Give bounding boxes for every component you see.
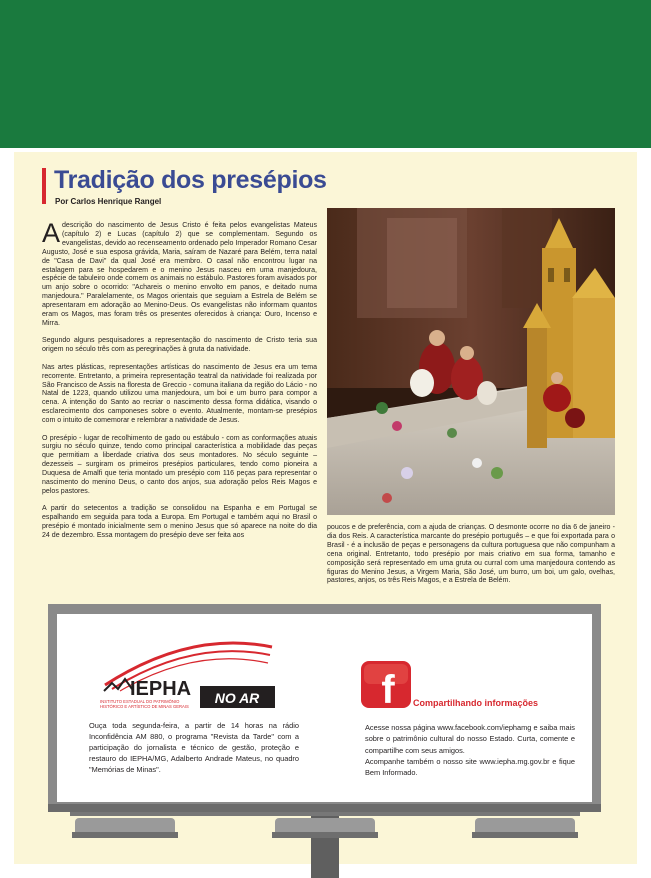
facebook-heading: Compartilhando informações (413, 698, 539, 708)
billboard-bottom-edge (48, 804, 601, 812)
article-paragraph: O presépio - lugar de recolhimento de gado ou estábulo - com as conformações atuais surgiu no século quinze, tendo como principal característica a mobilidade das peças que permitiam a liberdade criativa dos seus montadores. No século seguinte – dezesseis – surgiram os primeiros presépios particulares, tendo como pioneira a Duquesa de Amalfi que teria montado um presépio com 116 peças para representar o nascimento do menino Deus, o canto dos anjos, sua adoração pelos Reis Magos e pelos pastores. (42, 434, 317, 495)
logo-subtitle-2: HISTÓRICO E ARTÍSTICO DE MINAS GERAIS (100, 704, 189, 709)
article-column-right (327, 524, 615, 595)
lead-text: descrição do nascimento de Jesus Cristo é feita pelos evangelistas Mateus (capítulo 2) e Lucas (capítulo 2) que se complementam. Segundo os evangelistas, devido ao recenseamento ordenado pelo Imperador Romano Cesar Augusto, José e sua esposa grávida, Maria, saíram de Nazaré para Belém, terra natal de "Casa de Davi" da qual José era membro. O casal não encontrou lugar na estalagem para se hospedarem e o menino Jesus nasceu em uma manjedoura, espécie de tabuleiro onde comem os animais no estábulo. Pastores foram avisados por um anjo sobre o ocorrido: "Achareis o menino envolto em panos, e deitado numa manjedoura." Paralelamente, os Magos orientais que seguiam a Estrela de Belém se apresentaram em adoração ao Menino-Deus. Os evangelistas não informam quantos eram os Magos, mas foram três os presentes oferecidos à criança: Ouro, Incenso e Mirra. (42, 222, 317, 327)
facebook-icon[interactable] (361, 661, 411, 708)
facebook-text (365, 722, 575, 778)
article-paragraph: Segundo alguns pesquisadores a representação do nascimento de Cristo teria sua origem no século três com as peregrinações à gruta da natividade. (42, 337, 317, 354)
header-band (0, 0, 651, 148)
iepha-logo (100, 625, 280, 715)
article-paragraph: A partir do setecentos a tradição se consolidou na Espanha e em Portugal se espalhando em seguida para toda a Europa. Em Portugal e também aqui no Brasil o presépio é montado inicialmente sem o menino Jesus que só aparece na noite do dia 24 de dezembro. Essa montagem do presépio deve ser feita aos (42, 505, 317, 540)
drop-cap: A (42, 218, 61, 248)
title-accent-bar (42, 168, 46, 204)
article-continuation: poucos e de preferência, com a ajuda de crianças. O desmonte ocorre no dia 6 de janeiro - dia dos Reis. A característica marcante do presépio português – e que foi exportada para o Brasil - é a inclusão de peças e personagens da cultura portuguesa que não compunham a cena original. Entretanto, todo presépio por mais criativo em sua forma, tamanho e composição será representado em uma gruta ou curral com uma manjedoura contendo as figuras do Menino Jesus, a Virgem Maria, São José, um burro, um boi, um galo, ovelhas, pastores, anjos, os três Reis Magos, e a Estrela de Belém. (327, 524, 615, 585)
facebook-text-2: Acompanhe também o nosso site www.iepha.mg.gov.br e fique Bem Informado. (365, 756, 575, 778)
article-lead-paragraph (42, 218, 317, 329)
billboard-lamp (475, 818, 575, 832)
billboard-lamp-base (72, 832, 178, 838)
billboard-lamp (275, 818, 375, 832)
facebook-text-1: Acesse nossa página www.facebook.com/iephamg e saiba mais sobre o patrimônio cultural do nosso Estado. Curta, comente e compartilhe com seus amigos. (365, 723, 575, 755)
logo-no-ar: NO AR (214, 690, 260, 706)
radio-program-text: Ouça toda segunda-feira, a partir de 14 horas na rádio Inconfidência AM 880, o programa "Revista da Tarde" com a participação do jornalista e técnico de gestão, proteção e restauro do IEPHA/MG, Adalberto Andrade Mateus, no quadro "Memórias de Minas". (89, 721, 299, 774)
billboard-lamp-base (472, 832, 578, 838)
article-paragraph: Nas artes plásticas, representações artísticas do nascimento de Jesus era um tema recorrente. Entretanto, a primeira representação teatral da natividade foi realizada por São Francisco de Assis na floresta de Greccio - comuna italiana da região do Lácio - no Natal de 1223, quando utilizou uma manjedoura, um boi e um burro para compor a cena. A intenção do Santo ao recriar o nascimento dessa forma didática, visando o esclarecimento dos camponeses sobre o evento. Atualmente, montam-se presépios com o intuito de comemorar e relembrar a natividade de Jesus. (42, 363, 317, 425)
logo-wordmark: IEPHA (130, 678, 192, 700)
article-title: Tradição dos presépios (54, 166, 327, 194)
billboard-lamp (75, 818, 175, 832)
article-column-left (42, 218, 317, 550)
billboard-catwalk (70, 812, 580, 816)
article-byline: Por Carlos Henrique Rangel (55, 197, 162, 206)
nativity-scene-illustration (327, 208, 615, 515)
nativity-photo (327, 208, 615, 515)
logo-subtitle-1: INSTITUTO ESTADUAL DO PATRIMÔNIO (100, 699, 180, 704)
billboard-lamp-base (272, 832, 378, 838)
facebook-f-glyph: f (381, 668, 395, 708)
